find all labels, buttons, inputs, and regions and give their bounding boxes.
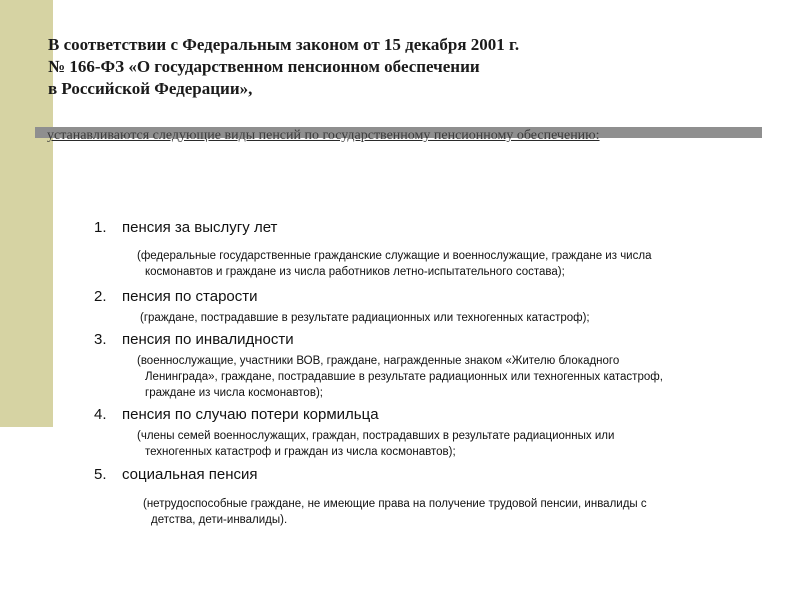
note-line: (федеральные государственные гражданские служащие и военнослужащие, граждане из числа <box>137 250 652 262</box>
page-title <box>48 34 748 100</box>
list-item-5 <box>94 466 258 484</box>
note-line: (члены семей военнослужащих, граждан, пострадавших в результате радиационных или <box>137 430 615 442</box>
item-label: социальная пенсия <box>122 466 258 483</box>
list-item-4 <box>94 406 379 424</box>
item-note-2 <box>140 310 760 326</box>
note-line: техногенных катастроф и граждан из числа космонавтов); <box>145 446 456 458</box>
list-item-2 <box>94 288 258 306</box>
item-label: пенсия по случаю потери кормильца <box>122 406 379 423</box>
note-line: детства, дети-инвалиды). <box>151 514 288 526</box>
item-label: пенсия по старости <box>122 288 258 305</box>
note-line: (граждане, пострадавшие в результате радиационных или техногенных катастроф); <box>140 312 590 324</box>
note-line: (нетрудоспособные граждане, не имеющие права на получение трудовой пенсии, инвалиды с <box>143 498 647 510</box>
item-note-3 <box>137 353 757 401</box>
item-number: 2. <box>94 288 107 305</box>
item-note-1 <box>137 248 757 280</box>
list-item-1 <box>94 219 277 237</box>
item-number: 5. <box>94 466 107 483</box>
item-label: пенсия за выслугу лет <box>122 219 278 236</box>
side-decor-bar <box>0 0 53 427</box>
title-line-3: в Российской Федерации», <box>48 79 253 98</box>
item-number: 1. <box>94 219 107 236</box>
note-line: космонавтов и граждане из числа работников летно-испытательного состава); <box>145 266 565 278</box>
item-label: пенсия по инвалидности <box>122 331 294 348</box>
list-item-3 <box>94 331 294 349</box>
note-line: (военнослужащие, участники ВОВ, граждане, награжденные знаком «Жителю блокадного <box>137 355 620 367</box>
subtitle: устанавливаются следующие виды пенсий по государственному пенсионному обеспечению: <box>47 128 600 143</box>
title-line-2: № 166-ФЗ «О государственном пенсионном обеспечении <box>48 57 480 76</box>
item-note-5 <box>143 496 763 528</box>
note-line: Ленинграда», граждане, пострадавшие в результате радиационных или техногенных катастроф, <box>145 371 663 383</box>
note-line: граждане из числа космонавтов); <box>145 387 323 399</box>
item-note-4 <box>137 428 757 460</box>
item-number: 4. <box>94 406 107 423</box>
title-line-1: В соответствии с Федеральным законом от 15 декабря 2001 г. <box>48 35 520 54</box>
item-number: 3. <box>94 331 107 348</box>
